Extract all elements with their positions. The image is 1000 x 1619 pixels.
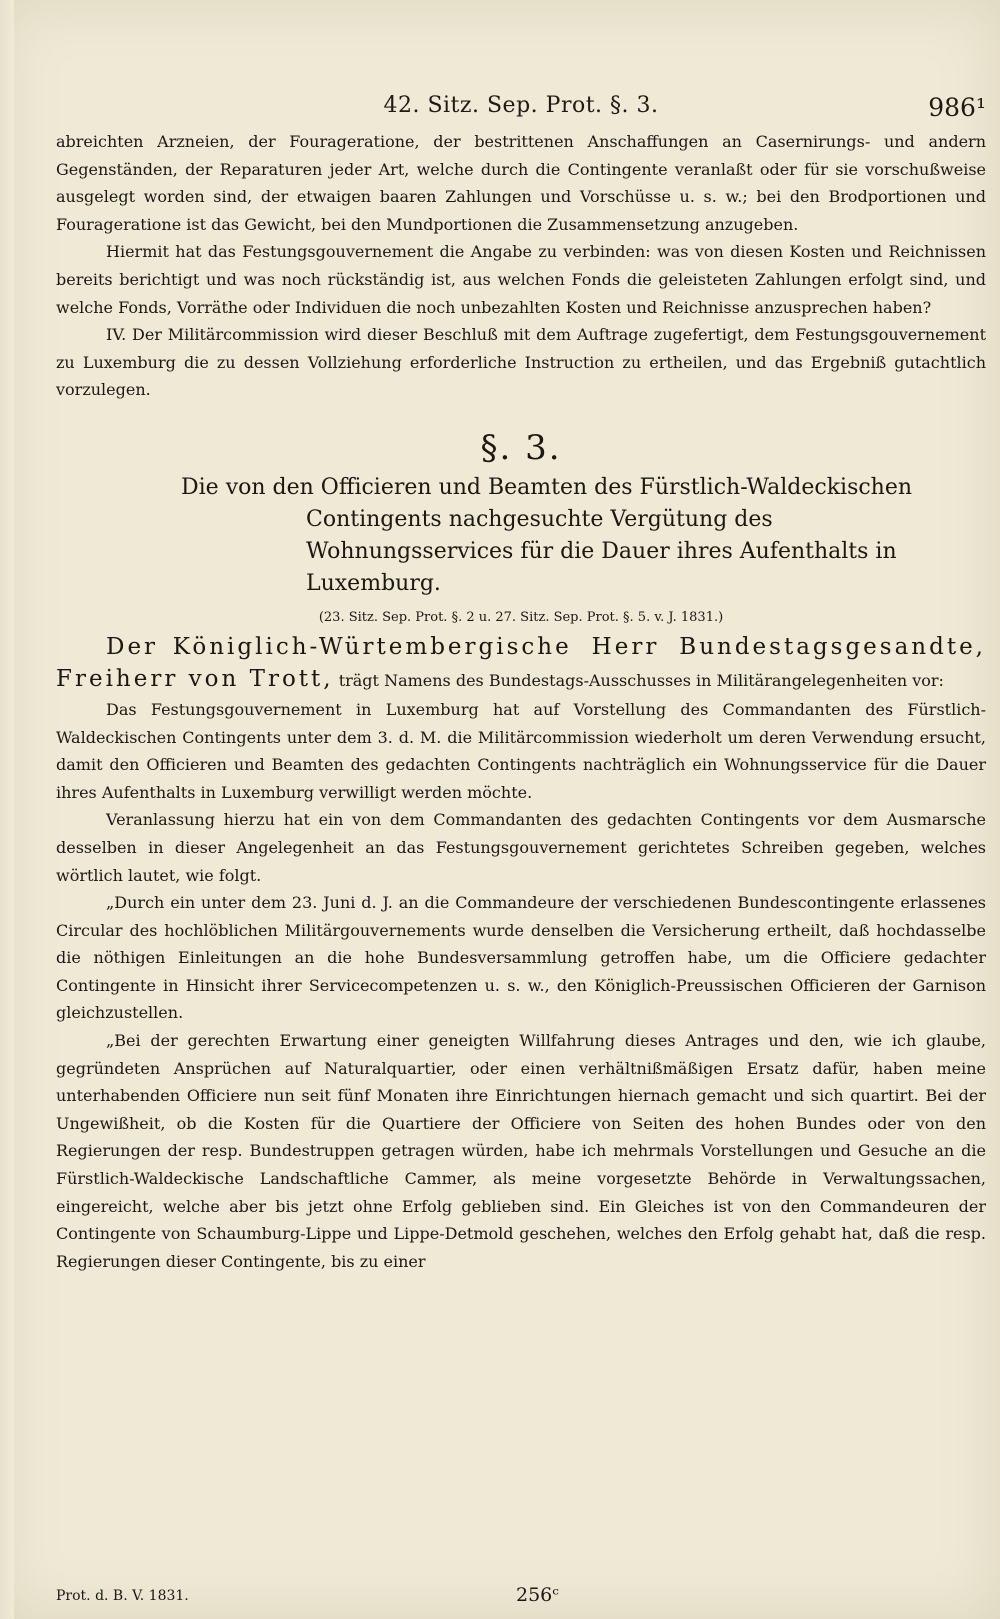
section-reference: (23. Sitz. Sep. Prot. §. 2 u. 27. Sitz. Sep. Prot. §. 5. v. J. 1831.) — [318, 609, 724, 625]
page-edge — [0, 0, 14, 1619]
main-text — [56, 128, 986, 1275]
running-title: 42. Sitz. Sep. Prot. §. 3. — [383, 93, 659, 118]
page-footer — [56, 1584, 986, 1614]
speaker-paragraph — [56, 632, 986, 696]
paragraph-quote-expectation: „Bei der gerechten Erwartung einer geneigten Willfahrung dieses Antrages und den, wie ich glaube, gegründeten Ansprüchen auf Naturalquartier, oder einen verhältnißmäßigen Ersatz dafür, haben meine unterhabenden Officiere nun seit fünf Monaten ihre Einrichtungen hiernach gemacht und sich quartirt. Bei der Ungewißheit, ob die Kosten für die Quartiere der Officiere von Seiten des hohen Bundes oder von den Regierungen der resp. Bundestruppen getragen würden, habe ich mehrmals Vorstellungen und Gesuche an die Fürstlich-Waldeckische Landschaftliche Cammer, als meine vorgesetzte Behörde in Verwaltungssachen, eingereicht, welche aber bis jetzt ohne Erfolg geblieben sind. Ein Gleiches ist von den Commandeuren der Contingente von Schaumburg-Lippe und Lippe-Detmold geschehen, welches den Erfolg gehabt hat, daß die resp. Regierungen dieser Contingente, bis zu einer — [56, 1031, 986, 1271]
page-number: 986¹ — [928, 93, 986, 122]
paragraph-hiermit: Hiermit hat das Festungsgouvernement die Angabe zu verbinden: was von diesen Kosten und Reichnissen bereits berichtigt und was noch rückständig ist, aus welchen Fonds die geleisteten Zahlungen erfolgt sind, und welche Fonds, Vorräthe oder Individuen die noch unbezahlten Kosten und Reichnisse anzusprechen haben? — [56, 242, 986, 317]
running-header — [56, 93, 986, 129]
speaker-prefix: Der — [106, 633, 159, 660]
speaker-name: Königlich-Würtembergische Herr Bundestagsgesandte, Freiherr von Trott, — [56, 633, 986, 692]
paragraph-continuation: abreichten Arzneien, der Fourageratione, der bestrittenen Anschaffungen an Casernirungs- und andern Gegenständen, der Reparaturen jeder Art, welche durch die Contingente veranlaßt oder für sie vorschußweise ausgelegt worden sind, der etwaigen baaren Zahlungen und Vorschüsse u. s. w.; bei den Brodportionen und Fourageratione ist das Gewicht, bei den Mundportionen die Zusammensetzung anzugeben. — [56, 132, 986, 234]
section-title: Die von den Officieren und Beamten des Fürstlich-Waldeckischen Contingents nachgesuchte Vergütung des Wohnungsservices für die Dauer ihres Aufenthalts in Luxemburg. — [181, 474, 913, 596]
speaker-rest: trägt Namens des Bundestags-Ausschusses in Militärangelegenheiten vor: — [338, 670, 944, 690]
paragraph-quote-circular: „Durch ein unter dem 23. Juni d. J. an die Commandeure der verschiedenen Bundescontingente erlassenes Circular des hochlöblichen Militärgouvernements wurde denselben die Versicherung ertheilt, daß hochdasselbe die nöthigen Einleitungen an die hohe Bundesversammlung getroffen habe, um die Officiere gedachter Contingente in Hinsicht ihrer Servicecompetenzen u. s. w., den Königlich-Preussischen Officieren der Garnison gleichzustellen. — [56, 893, 986, 1023]
footer-signature-mark: 256ᶜ — [516, 1584, 559, 1606]
section-number: §. 3. — [480, 427, 562, 468]
paragraph-iv: IV. Der Militärcommission wird dieser Beschluß mit dem Auftrage zugefertigt, dem Festungsgouvernement zu Luxemburg die zu dessen Vollziehung erforderliche Instruction zu ertheilen, und das Ergebniß gutachtlich vorzulegen. — [56, 325, 986, 400]
footer-protocol: Prot. d. B. V. 1831. — [56, 1588, 189, 1604]
paragraph-festungsgouvernement: Das Festungsgouvernement in Luxemburg hat auf Vorstellung des Commandanten des Fürstlich-Waldeckischen Contingents unter dem 3. d. M. die Militärcommission wiederholt um deren Verwendung ersucht, damit den Officieren und Beamten des gedachten Contingents nachträglich ein Wohnungsservice für die Dauer ihres Aufenthalts in Luxemburg verwilligt werden möchte. — [56, 699, 986, 802]
paragraph-veranlassung: Veranlassung hierzu hat ein von dem Commandanten des gedachten Contingents vor dem Ausmarsche desselben in dieser Angelegenheit an das Festungsgouvernement gerichtetes Schreiben gegeben, welches wörtlich lautet, wie folgt. — [56, 810, 986, 885]
